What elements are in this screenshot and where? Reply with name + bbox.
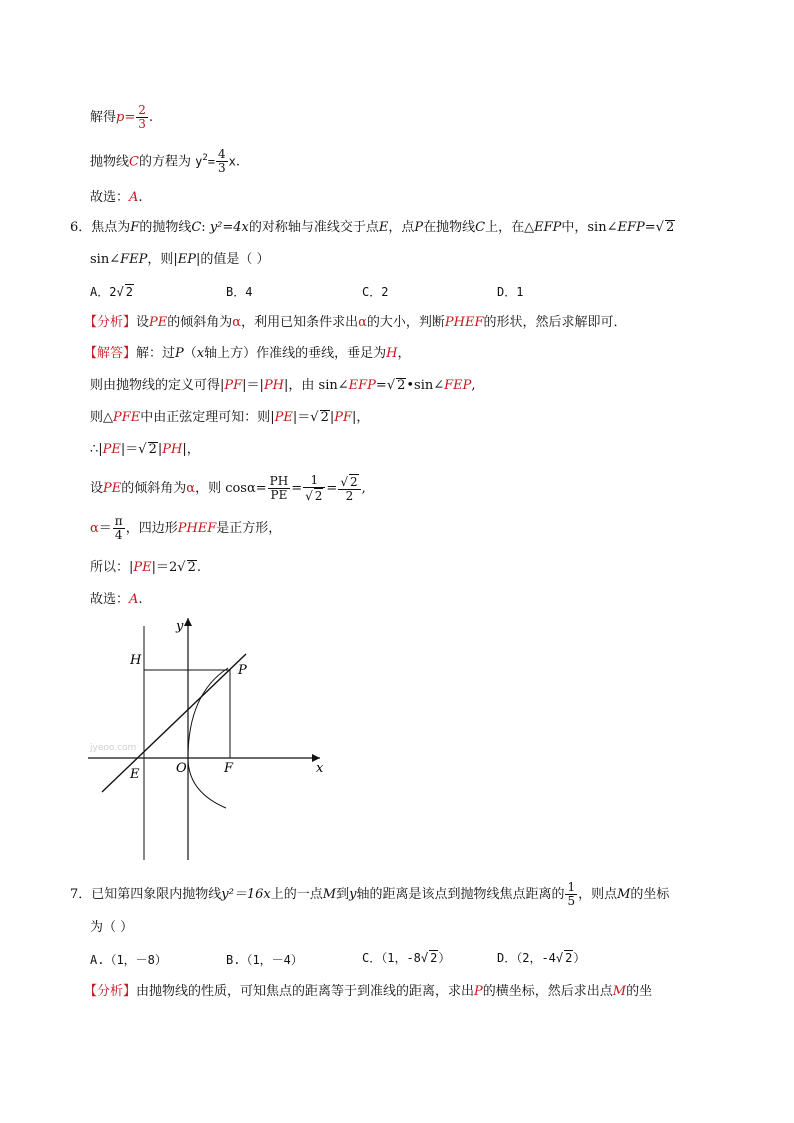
text: 上的一点 bbox=[270, 887, 323, 902]
text: , bbox=[361, 481, 366, 496]
text: ，则| bbox=[147, 252, 178, 267]
text: 到 bbox=[336, 887, 350, 902]
q7-option-a[interactable] bbox=[90, 950, 167, 970]
frac-den: 3 bbox=[218, 161, 226, 176]
text: 是正方形， bbox=[216, 521, 282, 536]
var: C bbox=[475, 220, 486, 235]
var: P bbox=[414, 220, 424, 235]
var-y: y bbox=[195, 154, 203, 169]
var: EFP bbox=[348, 378, 376, 393]
frac-den: √ 2 bbox=[305, 489, 323, 503]
text: |＝| bbox=[242, 378, 264, 393]
var: M bbox=[322, 887, 337, 902]
text: 故选： bbox=[90, 592, 130, 607]
var: FEP bbox=[120, 252, 148, 267]
solve-line bbox=[90, 104, 153, 131]
var: EP bbox=[177, 252, 197, 267]
option-label: D．1 bbox=[497, 285, 524, 299]
text: 的方程为 bbox=[138, 154, 191, 170]
parabola-equation-line bbox=[90, 148, 240, 175]
text: . bbox=[138, 592, 143, 607]
solution-tag: 【解答】 bbox=[84, 346, 137, 361]
q6-line-so bbox=[90, 558, 201, 578]
text: 设 bbox=[90, 481, 104, 496]
fraction bbox=[338, 474, 360, 503]
option-value: （1，-8 bbox=[381, 951, 421, 965]
text: ＝ bbox=[98, 521, 112, 536]
label-o: O bbox=[176, 761, 187, 776]
fraction bbox=[113, 515, 125, 542]
q7-option-b[interactable] bbox=[226, 950, 303, 970]
option-label: B.（1，－4） bbox=[226, 953, 303, 967]
answer: A bbox=[129, 190, 139, 205]
radicand: 2 bbox=[314, 489, 323, 503]
q6-stem-line2 bbox=[90, 250, 270, 270]
q7-option-c[interactable] bbox=[362, 948, 450, 968]
frac-num: 1 bbox=[567, 880, 576, 894]
text: ，四边形 bbox=[125, 521, 178, 536]
text: , bbox=[471, 378, 476, 393]
var: α bbox=[358, 315, 367, 330]
fraction bbox=[268, 475, 291, 502]
radicand: 2 bbox=[665, 220, 675, 235]
sqrt: √ 2 bbox=[386, 378, 406, 393]
y-axis-arrow bbox=[184, 618, 192, 626]
var: PHEF bbox=[444, 315, 484, 330]
text: 的大小，判断 bbox=[366, 315, 445, 330]
fraction-p bbox=[136, 104, 148, 131]
option-label: A.（1，－8） bbox=[90, 953, 167, 967]
parabola-curve bbox=[188, 668, 228, 808]
frac-den: 4 bbox=[114, 528, 123, 542]
text: 设 bbox=[136, 315, 150, 330]
text: | bbox=[329, 410, 335, 425]
text: 解：过 bbox=[136, 346, 176, 361]
analysis-tag: 【分析】 bbox=[84, 984, 137, 999]
text: 的倾斜角为 bbox=[167, 315, 233, 330]
q6-stem-line1 bbox=[70, 218, 675, 238]
text: ，则点 bbox=[578, 887, 618, 902]
q6-line-choose bbox=[90, 590, 143, 610]
text: = bbox=[375, 378, 387, 393]
var: H bbox=[386, 346, 398, 361]
frac-num: 1 bbox=[303, 474, 325, 488]
option-value: （2，-4 bbox=[516, 951, 556, 965]
sqrt: √ 2 bbox=[655, 220, 675, 235]
var: P bbox=[474, 984, 483, 999]
period: . bbox=[235, 154, 241, 170]
var: PH bbox=[162, 442, 183, 457]
q6-line-cos bbox=[90, 474, 366, 504]
text: ，则 cos bbox=[195, 481, 247, 496]
text: 则由抛物线的定义可得| bbox=[90, 378, 225, 393]
var: F bbox=[130, 220, 140, 235]
period: . bbox=[148, 110, 154, 125]
q7-analysis bbox=[84, 982, 652, 1002]
var: α bbox=[246, 481, 256, 496]
equation: y²＝16x bbox=[221, 887, 271, 902]
radicand: 2 bbox=[565, 951, 573, 965]
var: C bbox=[191, 220, 202, 235]
text: 中，sin∠ bbox=[561, 220, 618, 235]
var: α bbox=[90, 521, 99, 536]
radicand: 2 bbox=[125, 285, 133, 299]
equals: = bbox=[124, 110, 136, 125]
text: = bbox=[255, 481, 267, 496]
text: ，点 bbox=[388, 220, 415, 235]
label-f: F bbox=[224, 761, 234, 776]
text: : bbox=[201, 220, 210, 235]
radicand: 2 bbox=[430, 951, 438, 965]
frac-num: √ 2 bbox=[338, 474, 360, 490]
text: 所以：| bbox=[90, 560, 134, 575]
radicand: 2 bbox=[148, 442, 157, 457]
text: 在抛物线 bbox=[423, 220, 476, 235]
var: y bbox=[349, 887, 357, 902]
var: P bbox=[175, 346, 184, 361]
text: 轴上方）作准线的垂线，垂足为 bbox=[204, 346, 387, 361]
q6-analysis bbox=[84, 313, 627, 333]
frac-num: PH bbox=[269, 474, 289, 488]
var: M bbox=[617, 887, 631, 902]
q6-line-therefore bbox=[90, 440, 200, 460]
var: PF bbox=[224, 378, 243, 393]
frac-num: π bbox=[114, 514, 123, 528]
text: . bbox=[196, 560, 202, 575]
frac-den: 5 bbox=[567, 894, 576, 908]
text: （ bbox=[183, 346, 197, 361]
q6-line-alpha bbox=[90, 514, 281, 544]
q6-option-d[interactable] bbox=[497, 282, 523, 302]
var: PF bbox=[334, 410, 353, 425]
var: PE bbox=[103, 481, 122, 496]
label-p: P bbox=[238, 663, 247, 678]
choose-line bbox=[90, 188, 143, 208]
text: = bbox=[291, 481, 303, 496]
option-label: B．4 bbox=[226, 285, 253, 299]
text: 上，在△ bbox=[485, 220, 535, 235]
text: |＝2 bbox=[151, 560, 178, 575]
q7-stem-line2 bbox=[90, 918, 133, 938]
question-number: 6． bbox=[70, 220, 92, 235]
text: |， bbox=[182, 442, 200, 457]
text: 则△ bbox=[90, 410, 113, 425]
option-label: C．2 bbox=[362, 285, 389, 299]
radicand: 2 bbox=[349, 475, 358, 489]
text: |，由 sin∠ bbox=[284, 378, 349, 393]
option-value: ） bbox=[573, 951, 586, 965]
label-e: E bbox=[130, 767, 140, 782]
var-x: x bbox=[228, 154, 236, 169]
text: 轴的距离是该点到抛物线焦点距离的 bbox=[356, 887, 565, 902]
text: = bbox=[644, 220, 656, 235]
text: 的坐 bbox=[626, 984, 653, 999]
text: 的倾斜角为 bbox=[121, 481, 187, 496]
text: sin∠ bbox=[90, 252, 121, 267]
text: 为（ ） bbox=[90, 920, 134, 935]
label-y: y bbox=[176, 619, 184, 634]
var: EFP bbox=[534, 220, 562, 235]
var-c: C bbox=[129, 154, 139, 170]
fraction bbox=[216, 148, 228, 175]
var-p: p bbox=[116, 110, 125, 125]
sqrt: √ 2 bbox=[116, 285, 133, 299]
parabola-figure bbox=[88, 612, 338, 862]
text: •sin∠ bbox=[406, 378, 445, 393]
option-label: D． bbox=[497, 951, 517, 965]
var: M bbox=[612, 984, 627, 999]
frac-num: 2 bbox=[138, 103, 146, 117]
label-x: x bbox=[316, 761, 324, 776]
equation: y²=4x bbox=[209, 220, 249, 235]
text: ， bbox=[397, 346, 411, 361]
q6-solution bbox=[84, 344, 411, 364]
var: PE bbox=[274, 410, 293, 425]
sqrt: √ 2 bbox=[310, 410, 329, 425]
frac-num: 4 bbox=[218, 147, 226, 162]
text: |的值是（ ） bbox=[196, 252, 270, 267]
label-h: H bbox=[130, 653, 142, 668]
frac-den: PE bbox=[270, 488, 288, 502]
q6-line-definition bbox=[90, 376, 476, 396]
text: 的形状，然后求解即可． bbox=[483, 315, 627, 330]
var: PFE bbox=[113, 410, 141, 425]
period: . bbox=[138, 190, 143, 205]
equals: = bbox=[207, 154, 216, 169]
text: |， bbox=[352, 410, 370, 425]
var: PE bbox=[149, 315, 168, 330]
text: | bbox=[157, 442, 163, 457]
sqrt: √ 2 bbox=[420, 951, 438, 965]
var: EFP bbox=[617, 220, 645, 235]
text: 抛物线 bbox=[90, 154, 130, 170]
fraction bbox=[565, 881, 577, 908]
q6-option-c[interactable] bbox=[362, 282, 388, 302]
frac-den: 2 bbox=[345, 489, 354, 503]
text: 由抛物线的性质，可知焦点的距离等于到准线的距离，求出 bbox=[136, 984, 475, 999]
text: = bbox=[326, 481, 338, 496]
question-number: 7． bbox=[70, 887, 92, 902]
var: PHEF bbox=[177, 521, 217, 536]
sqrt: √ 2 bbox=[138, 442, 157, 457]
text: 解得 bbox=[90, 110, 117, 125]
var: x bbox=[196, 346, 205, 361]
exponent: 2 bbox=[202, 153, 208, 163]
var: FEP bbox=[444, 378, 472, 393]
text: 焦点为 bbox=[91, 220, 131, 235]
text: ∴| bbox=[90, 442, 103, 457]
text: |＝ bbox=[292, 410, 311, 425]
text: ，利用已知条件求出 bbox=[241, 315, 359, 330]
q7-stem-line1 bbox=[70, 880, 669, 910]
sqrt: √ 2 bbox=[177, 560, 196, 575]
analysis-tag: 【分析】 bbox=[84, 315, 137, 330]
text: 的坐标 bbox=[630, 887, 670, 902]
text: 的对称轴与准线交于点 bbox=[248, 220, 379, 235]
sqrt: √ 2 bbox=[555, 951, 573, 965]
frac-den: 3 bbox=[138, 117, 146, 131]
var: PH bbox=[263, 378, 285, 393]
radicand: 2 bbox=[187, 560, 196, 575]
var: E bbox=[378, 220, 389, 235]
watermark: jyeoo.com bbox=[90, 743, 137, 753]
text: |＝ bbox=[120, 442, 139, 457]
radicand: 2 bbox=[320, 410, 329, 425]
q6-option-a[interactable] bbox=[90, 282, 134, 302]
answer: A bbox=[129, 592, 139, 607]
text: 中由正弦定理可知：则| bbox=[140, 410, 275, 425]
q6-line-sine bbox=[90, 408, 369, 428]
text: 的抛物线 bbox=[139, 220, 192, 235]
q7-option-d[interactable] bbox=[497, 948, 585, 968]
fraction bbox=[303, 474, 325, 503]
option-label: C． bbox=[362, 951, 382, 965]
option-value: ） bbox=[438, 951, 451, 965]
text: 的横坐标，然后求出点 bbox=[482, 984, 613, 999]
var: PE bbox=[133, 560, 152, 575]
option-label: A．2 bbox=[90, 285, 117, 299]
radicand: 2 bbox=[397, 378, 406, 393]
var: PE bbox=[102, 442, 121, 457]
var: α bbox=[232, 315, 242, 330]
var: α bbox=[186, 481, 196, 496]
text: 已知第四象限内抛物线 bbox=[91, 887, 222, 902]
q6-option-b[interactable] bbox=[226, 282, 252, 302]
text: 故选： bbox=[90, 190, 130, 205]
